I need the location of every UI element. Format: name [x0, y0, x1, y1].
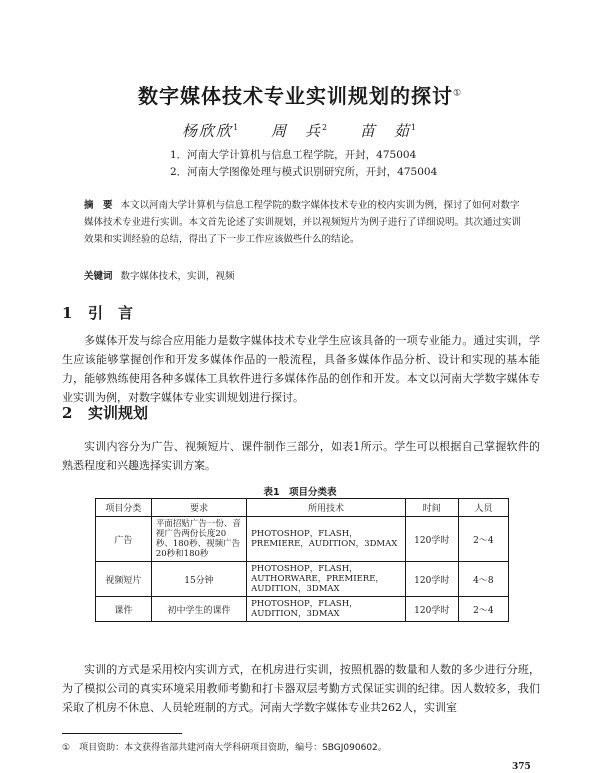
- abstract-label: 摘 要: [84, 200, 113, 211]
- table-header-cell: 所用技术: [247, 499, 406, 517]
- section-heading: [62, 402, 148, 423]
- section-number: 2: [62, 404, 73, 422]
- table-cell: 初中学生的课件: [151, 597, 246, 622]
- body-paragraph: 实训内容分为广告、视频短片、课件制作三部分，如表1所示。学生可以根据自己掌握软件的熟悉程度和兴趣选择实训方案。: [62, 440, 540, 472]
- keywords-text: 数字媒体技术，实训，视频: [120, 271, 235, 282]
- project-table: [95, 498, 509, 622]
- author: 周 兵$^2$: [270, 122, 330, 140]
- section-number: 1: [62, 304, 73, 322]
- table-cell: 120学时: [405, 562, 458, 597]
- paper-title: 数字媒体技术专业实训规划的探讨①: [137, 84, 463, 108]
- affiliation: 1．河南大学计算机与信息工程学院，开封，475004: [170, 149, 417, 161]
- title-footnote-mark: ①: [452, 88, 463, 99]
- footnote-rule: [62, 733, 182, 734]
- affiliation: 2．河南大学图像处理与模式识别研究所，开封，475004: [170, 166, 438, 178]
- body-paragraph: 多媒体开发与综合应用能力是数字媒体技术专业学生应该具备的一项专业能力。通过实训，学生应该能够掌握创作和开发多媒体作品的一般流程，具备多媒体作品分析、设计和实现的基本能力，能够熟练使用各种多媒体工具软件进行多媒体作品的创作和开发。本文以河南大学数字媒体专业实训为例，对数字媒体专业实训规划进行探讨。: [62, 334, 540, 404]
- keywords-label: 关键词: [84, 271, 113, 282]
- table-cell: 课件: [96, 597, 152, 622]
- table-header-row: [96, 499, 509, 517]
- abstract: [84, 197, 524, 248]
- table-header-cell: 人员: [458, 499, 508, 517]
- table-cell: 2～4: [458, 517, 508, 562]
- section-title: 引 言: [88, 304, 134, 322]
- section-title: 实训规划: [88, 404, 149, 422]
- author-list: [0, 120, 600, 141]
- table-cell: PHOTOSHOP，FLASH，PREMIERE，AUDITION，3DMAX: [247, 517, 406, 562]
- table-caption: 表1 项目分类表: [263, 487, 337, 498]
- table-cell: 120学时: [405, 517, 458, 562]
- table-header-cell: 要求: [151, 499, 246, 517]
- table-cell: PHOTOSHOP，FLASH，AUDITION，3DMAX: [247, 597, 406, 622]
- page-number: 375: [512, 762, 531, 772]
- table-cell: PHOTOSHOP，FLASH，AUTHORWARE，PREMIERE，AUDITION，3DMAX: [247, 562, 406, 597]
- keywords: [84, 268, 524, 282]
- table-header-cell: 时间: [405, 499, 458, 517]
- table-cell: 2～4: [458, 597, 508, 622]
- table-row: [96, 517, 509, 562]
- abstract-text: 本文以河南大学计算机与信息工程学院的数字媒体技术专业的校内实训为例，探讨了如何对数字媒体技术专业进行实训。本文首先论述了实训规划，并以视频短片为例子进行了详细说明。其次通过实训效果和实训经验的总结，得出了下一步工作应该做些什么的结论。: [84, 200, 522, 245]
- table-cell: 15分钟: [151, 562, 246, 597]
- table-row: [96, 597, 509, 622]
- author: 苗 茹$^1$: [359, 122, 418, 140]
- body-paragraph: 实训的方式是采用校内实训方式，在机房进行实训，按照机器的数量和人数的多少进行分班，为了模拟公司的真实环境采用教师考勤和打卡器双层考勤方式保证实训的纪律。因人数较多，我们采取了机房不休息、人员轮班制的方式。河南大学数字媒体专业共262人，实训室: [62, 663, 540, 714]
- table-cell: 广告: [96, 517, 152, 562]
- table-cell: 平面招贴广告一份、音视广告两份长度20秒、180秒、视频广告20秒和180秒: [151, 517, 246, 562]
- table-cell: 120学时: [405, 597, 458, 622]
- footnote: ① 项目资助：本文获得省部共建河南大学科研项目资助，编号：SBGJ090602。: [62, 743, 387, 753]
- table-row: [96, 562, 509, 597]
- author: 杨欣欣$^1$: [182, 122, 241, 140]
- table-cell: 4～8: [458, 562, 508, 597]
- section-heading: [62, 302, 133, 323]
- table-header-cell: 项目分类: [96, 499, 152, 517]
- table-cell: 视频短片: [96, 562, 152, 597]
